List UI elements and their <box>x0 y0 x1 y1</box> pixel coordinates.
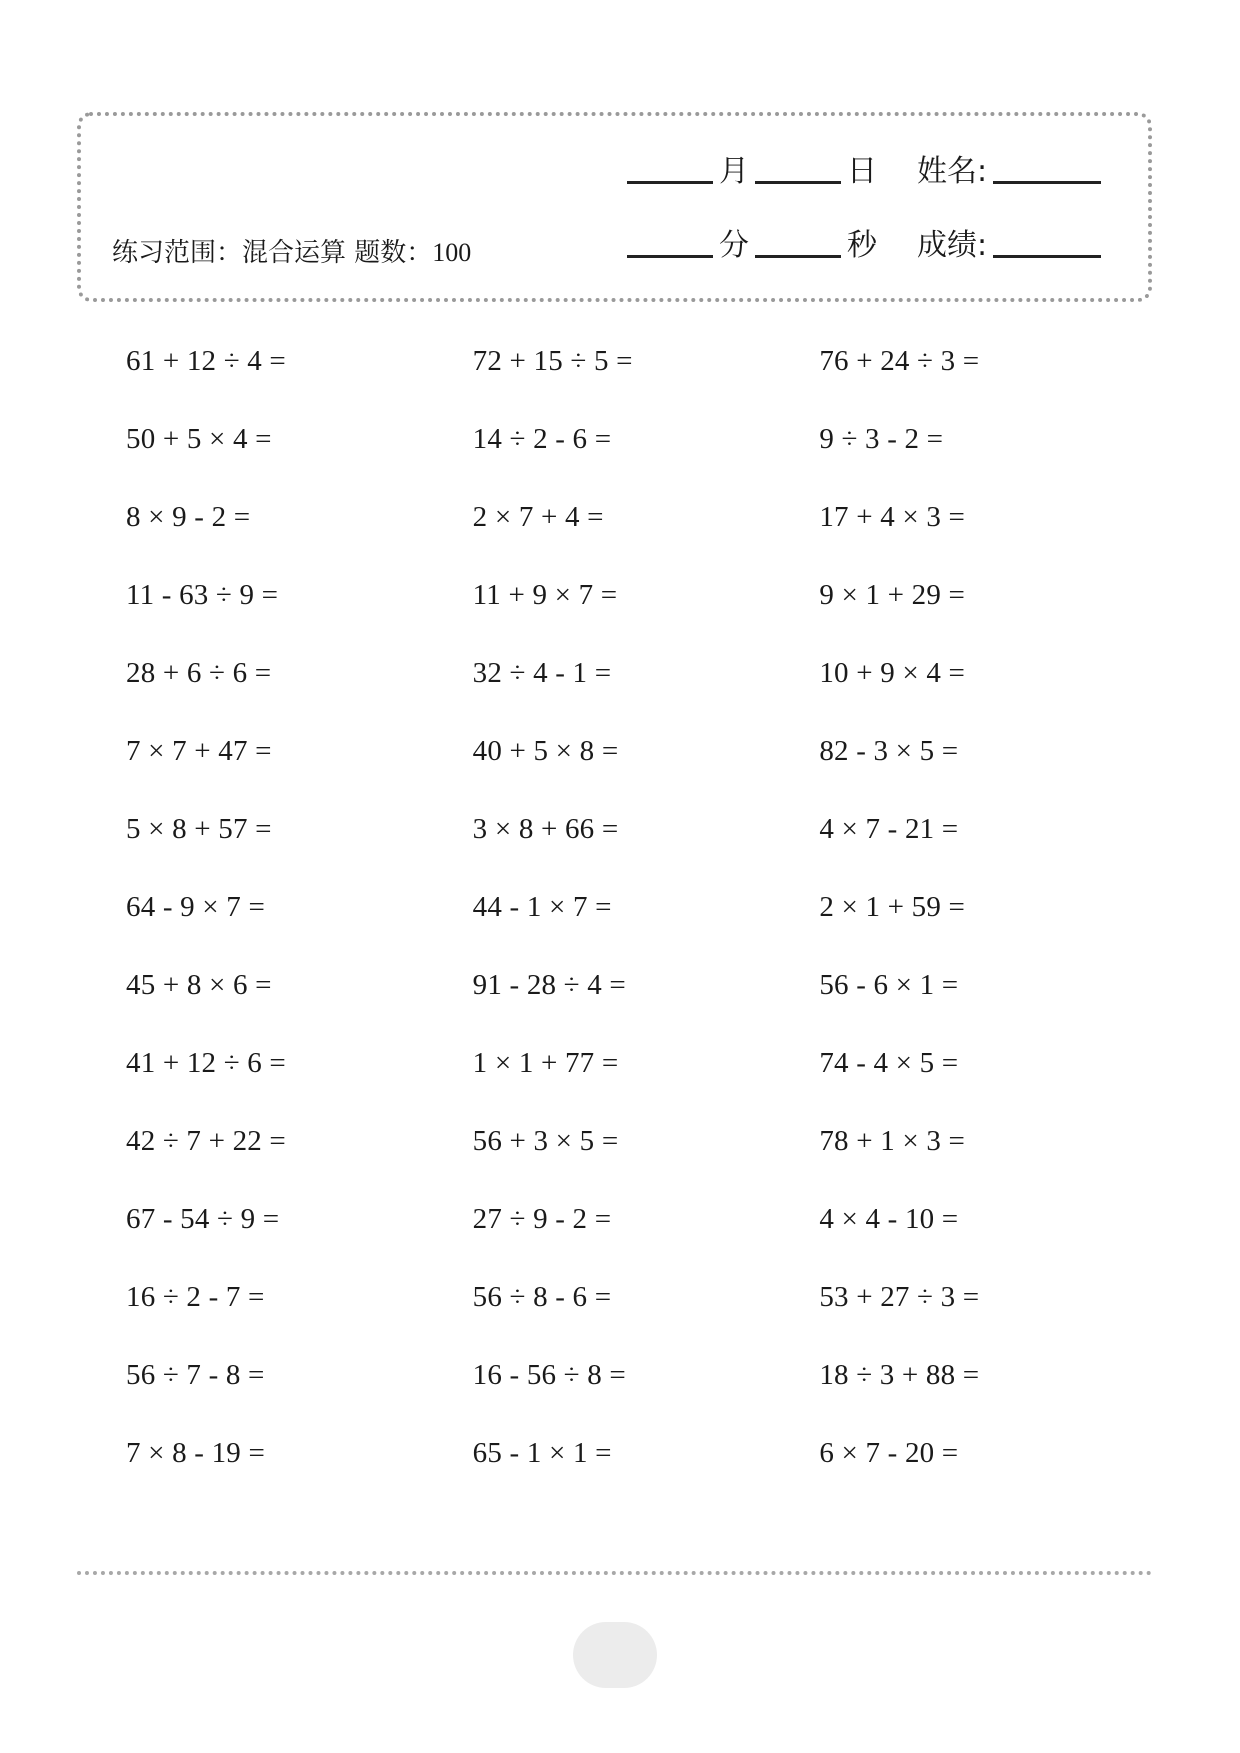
math-problem: 4 × 7 - 21 = <box>819 812 959 845</box>
math-problem: 32 ÷ 4 - 1 = <box>472 656 612 689</box>
math-problem: 67 - 54 ÷ 9 = <box>126 1202 280 1235</box>
math-problem: 42 ÷ 7 + 22 = <box>126 1124 286 1157</box>
math-problem: 16 - 56 ÷ 8 = <box>472 1358 626 1391</box>
minute-blank[interactable] <box>627 255 713 258</box>
footer-divider <box>77 1571 1152 1575</box>
month-label: 月 <box>719 154 749 189</box>
math-problem: 28 + 6 ÷ 6 = <box>126 656 272 689</box>
math-problem: 1 × 1 + 77 = <box>472 1046 619 1079</box>
math-problem: 10 + 9 × 4 = <box>819 656 966 689</box>
problem-row <box>126 1336 1166 1414</box>
math-problem: 5 × 8 + 57 = <box>126 812 272 845</box>
math-problem: 44 - 1 × 7 = <box>472 890 612 923</box>
practice-range-label: 练习范围：混合运算 题数： <box>112 238 433 268</box>
date-name-row <box>627 142 1101 192</box>
math-problem: 56 + 3 × 5 = <box>472 1124 619 1157</box>
problem-row <box>126 946 1166 1024</box>
problem-row <box>126 1414 1166 1492</box>
minute-label: 分 <box>719 228 749 263</box>
problem-row <box>126 556 1166 634</box>
second-blank[interactable] <box>755 255 841 258</box>
math-problem: 45 + 8 × 6 = <box>126 968 272 1001</box>
math-problem: 9 ÷ 3 - 2 = <box>819 422 944 455</box>
math-problem: 6 × 7 - 20 = <box>819 1436 959 1469</box>
math-problem: 3 × 8 + 66 = <box>472 812 619 845</box>
day-label: 日 <box>847 154 877 189</box>
math-problem: 53 + 27 ÷ 3 = <box>819 1280 980 1313</box>
day-blank[interactable] <box>755 181 841 184</box>
math-problem: 65 - 1 × 1 = <box>472 1436 612 1469</box>
name-label: 姓名: <box>917 154 988 189</box>
math-problem: 50 + 5 × 4 = <box>126 422 272 455</box>
math-problem: 74 - 4 × 5 = <box>819 1046 959 1079</box>
math-problem: 56 ÷ 7 - 8 = <box>126 1358 265 1391</box>
math-problem: 7 × 8 - 19 = <box>126 1436 266 1469</box>
problem-row <box>126 868 1166 946</box>
math-problem: 4 × 4 - 10 = <box>819 1202 959 1235</box>
problem-row <box>126 322 1166 400</box>
math-problem: 61 + 12 ÷ 4 = <box>126 344 286 377</box>
math-problem: 18 ÷ 3 + 88 = <box>819 1358 980 1391</box>
problem-row <box>126 1180 1166 1258</box>
math-problem: 2 × 1 + 59 = <box>819 890 966 923</box>
math-problem: 2 × 7 + 4 = <box>472 500 604 533</box>
math-problem: 56 ÷ 8 - 6 = <box>472 1280 612 1313</box>
math-problem: 8 × 9 - 2 = <box>126 500 251 533</box>
math-problem: 72 + 15 ÷ 5 = <box>472 344 633 377</box>
problem-grid <box>126 322 1166 1492</box>
math-problem: 40 + 5 × 8 = <box>472 734 619 767</box>
math-problem: 76 + 24 ÷ 3 = <box>819 344 980 377</box>
math-problem: 11 + 9 × 7 = <box>472 578 618 611</box>
name-blank[interactable] <box>993 181 1101 184</box>
score-label: 成绩: <box>917 228 988 263</box>
math-problem: 9 × 1 + 29 = <box>819 578 966 611</box>
problem-row <box>126 634 1166 712</box>
problem-row <box>126 1258 1166 1336</box>
problem-count: 100 <box>432 238 472 267</box>
time-score-row <box>627 216 1101 266</box>
math-problem: 91 - 28 ÷ 4 = <box>472 968 626 1001</box>
page-number-badge <box>573 1622 657 1688</box>
math-problem: 16 ÷ 2 - 7 = <box>126 1280 265 1313</box>
math-problem: 14 ÷ 2 - 6 = <box>472 422 612 455</box>
math-problem: 41 + 12 ÷ 6 = <box>126 1046 286 1079</box>
problem-row <box>126 1024 1166 1102</box>
problem-row <box>126 478 1166 556</box>
problem-row <box>126 1102 1166 1180</box>
math-problem: 82 - 3 × 5 = <box>819 734 959 767</box>
math-problem: 64 - 9 × 7 = <box>126 890 266 923</box>
problem-row <box>126 712 1166 790</box>
score-blank[interactable] <box>993 255 1101 258</box>
second-label: 秒 <box>847 228 877 263</box>
math-problem: 7 × 7 + 47 = <box>126 734 272 767</box>
math-problem: 78 + 1 × 3 = <box>819 1124 966 1157</box>
month-blank[interactable] <box>627 181 713 184</box>
problem-row <box>126 400 1166 478</box>
math-problem: 56 - 6 × 1 = <box>819 968 959 1001</box>
math-problem: 27 ÷ 9 - 2 = <box>472 1202 612 1235</box>
problem-row <box>126 790 1166 868</box>
header-box <box>77 112 1152 302</box>
math-problem: 17 + 4 × 3 = <box>819 500 966 533</box>
math-problem: 11 - 63 ÷ 9 = <box>126 578 279 611</box>
practice-info <box>112 232 471 269</box>
